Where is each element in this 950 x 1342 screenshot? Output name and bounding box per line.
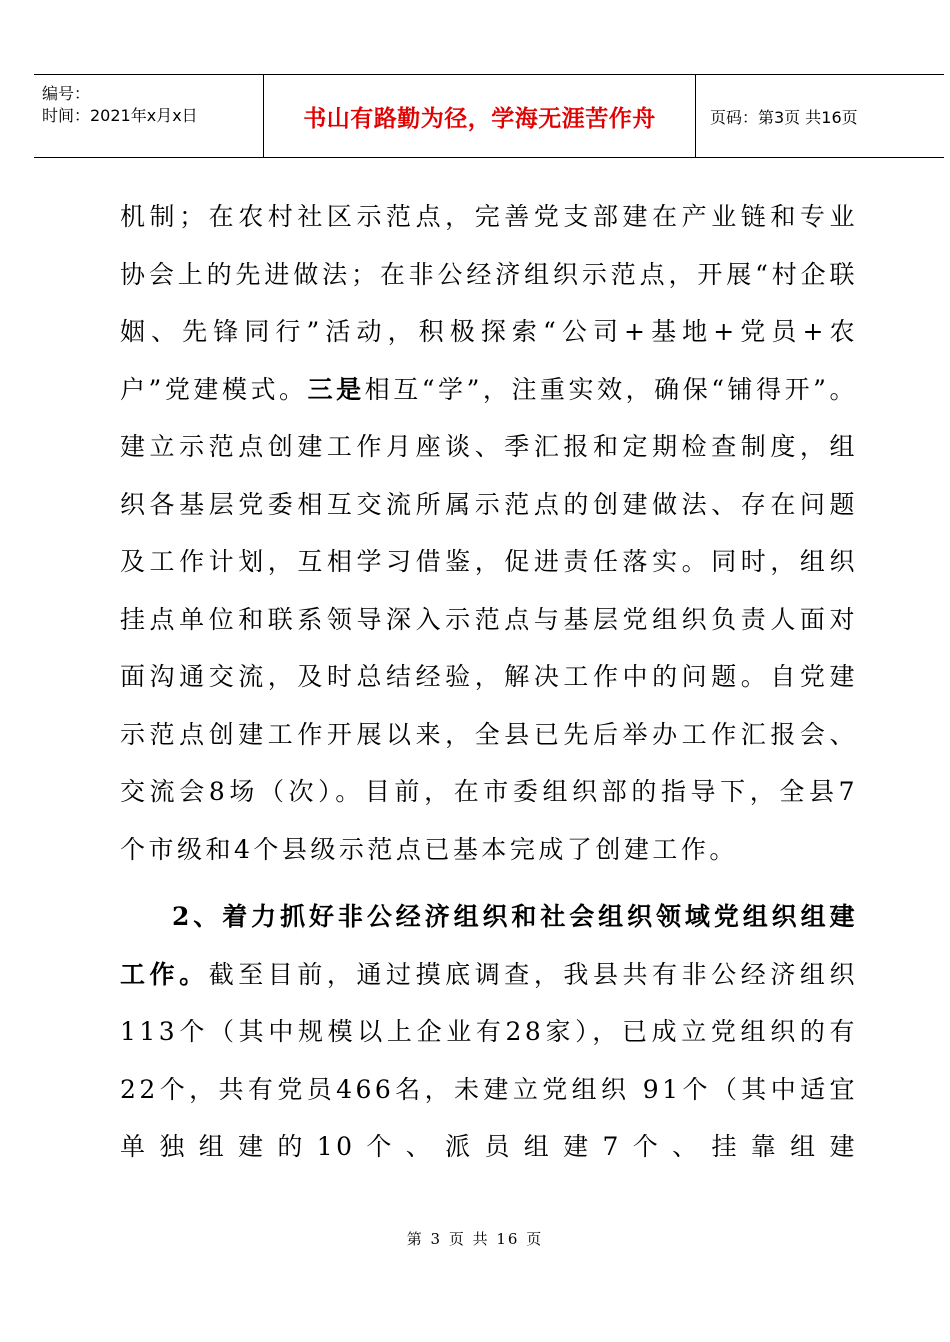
header-page-info: 页码：第3页 共16页 <box>710 107 858 127</box>
document-body <box>120 188 858 1176</box>
paragraph-1-bold: 三是 <box>307 374 365 404</box>
paragraph-2 <box>120 888 858 1176</box>
paragraph-1-text-a: 机制；在农村社区示范点，完善党支部建在产业链和专业协会上的先进做法；在非公经济组织示范点，开展“村企联姻、先锋同行”活动，积极探索“公司+基地+党员+农户”党建模式。 <box>120 202 858 404</box>
time-label: 时间：2021年x月x日 <box>42 106 198 125</box>
page-header <box>34 74 944 158</box>
header-meta <box>34 75 264 157</box>
header-motto: 书山有路勤为径，学海无涯苦作舟 <box>264 75 696 157</box>
page-footer: 第 3 页 共 16 页 <box>406 1230 544 1248</box>
paragraph-1 <box>120 188 858 878</box>
paragraph-2-heading: 2、着力抓好非公经济组织和社会组织领域党组织组建工作。 <box>120 902 858 989</box>
serial-label: 编号： <box>42 84 91 103</box>
paragraph-2-text: 截至目前，通过摸底调查，我县共有非公经济组织113个（其中规模以上企业有28家），已成立党组织的有22个，共有党员466名，未建立党组织 91个（其中适宜单独组建的10个、派员组建7个、挂靠组建 <box>120 959 858 1161</box>
paragraph-1-text-c: 相互“学”，注重实效，确保“铺得开”。建立示范点创建工作月座谈、季汇报和定期检查制度，组织各基层党委相互交流所属示范点的创建做法、存在问题及工作计划，互相学习借鉴，促进责任落实。同时，组织挂点单位和联系领导深入示范点与基层党组织负责人面对面沟通交流，及时总结经验，解决工作中的问题。自党建示范点创建工作开展以来，全县已先后举办工作汇报会、交流会8场（次）。目前，在市委组织部的指导下，全县7个市级和4个县级示范点已基本完成了创建工作。 <box>120 374 858 864</box>
